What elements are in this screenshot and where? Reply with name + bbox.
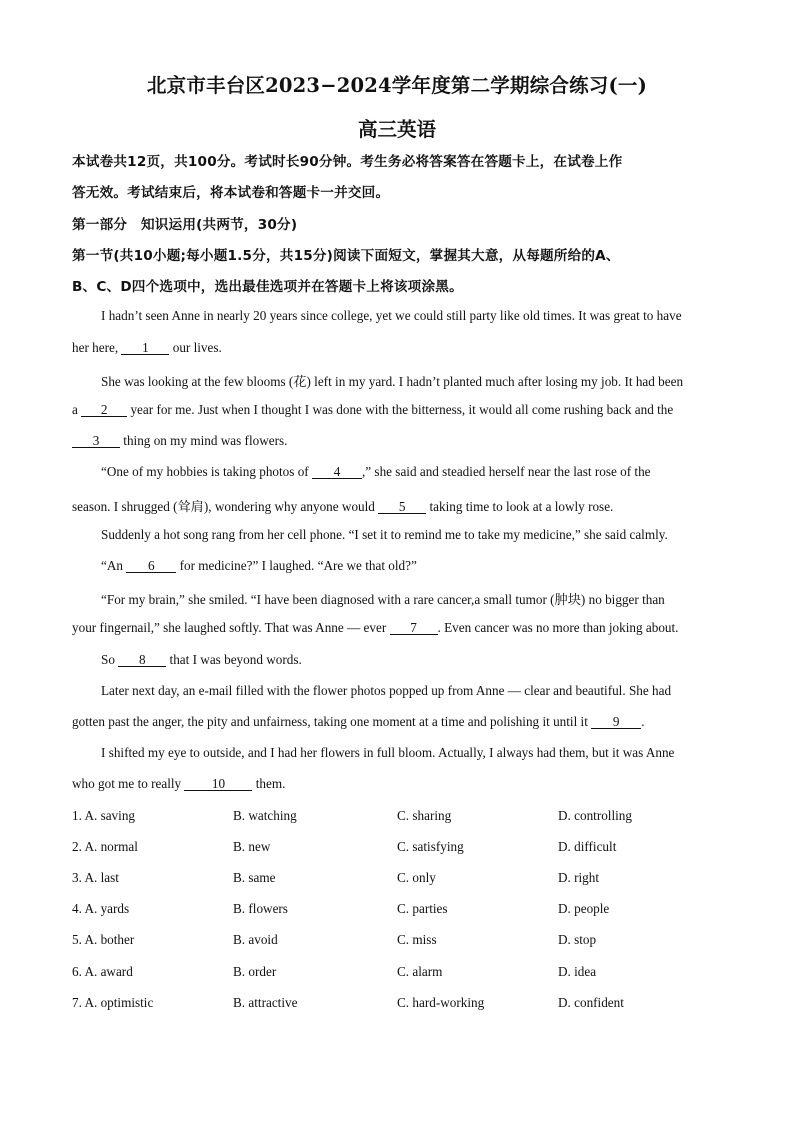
passage-line xyxy=(101,652,302,668)
exam-title: 北京市丰台区2023−2024学年度第二学期综合练习(一) xyxy=(146,74,648,97)
passage-line xyxy=(72,714,644,730)
passage-text: her here, xyxy=(72,340,122,355)
part1-heading: 第一部分 知识运用(共两节，30分) xyxy=(72,217,298,233)
passage-line: Later next day, an e-mail filled with the flower photos popped up from Anne — clear and beautiful. She had xyxy=(101,683,672,698)
passage-text: . Even cancer was no more than joking about. xyxy=(437,620,679,635)
option-d: D. difficult xyxy=(558,839,617,854)
passage-text: our lives. xyxy=(169,340,222,355)
blank-5: 5 xyxy=(378,500,426,514)
option-a: 6. A. award xyxy=(72,964,133,979)
option-d: D. confident xyxy=(558,995,624,1010)
passage-text: them. xyxy=(252,776,286,791)
blank-6: 6 xyxy=(126,559,176,573)
option-c: C. alarm xyxy=(397,964,443,979)
blank-7: 7 xyxy=(390,621,438,635)
option-b: B. attractive xyxy=(233,995,298,1010)
passage-line xyxy=(72,620,678,636)
passage-text: who got me to really xyxy=(72,776,185,791)
passage-text: taking time to look at a lowly rose. xyxy=(426,499,614,514)
option-a: 7. A. optimistic xyxy=(72,995,154,1010)
option-a: 4. A. yards xyxy=(72,901,130,916)
section1-line-1: 第一节(共10小题;每小题1.5分，共15分)阅读下面短文，掌握其大意，从每题所给的A、 xyxy=(72,248,620,264)
blank-10: 10 xyxy=(184,777,252,791)
passage-line: She was looking at the few blooms (花) left in my yard. I hadn’t planted much after losing my job. It had been xyxy=(101,374,684,389)
passage-text: thing on my mind was flowers. xyxy=(120,433,288,448)
passage-text: a xyxy=(72,402,82,417)
blank-1: 1 xyxy=(121,341,169,355)
passage-text: “An xyxy=(101,558,127,573)
passage-text: your fingernail,” she laughed softly. That was Anne — ever xyxy=(72,620,390,635)
option-d: D. right xyxy=(558,870,600,885)
section1-line-2: B、C、D四个选项中，选出最佳选项并在答题卡上将该项涂黑。 xyxy=(72,279,463,295)
option-b: B. avoid xyxy=(233,932,278,947)
option-c: C. only xyxy=(397,870,436,885)
blank-9: 9 xyxy=(591,715,641,729)
passage-line: Suddenly a hot song rang from her cell phone. “I set it to remind me to take my medicine,” she said calmly. xyxy=(101,527,668,542)
instructions-line-2: 答无效。考试结束后，将本试卷和答题卡一并交回。 xyxy=(72,185,390,201)
option-c: C. satisfying xyxy=(397,839,464,854)
option-c: C. sharing xyxy=(397,808,452,823)
passage-line xyxy=(72,402,673,418)
option-b: B. order xyxy=(233,964,277,979)
passage-text: that I was beyond words. xyxy=(166,652,302,667)
blank-8: 8 xyxy=(118,653,166,667)
option-a: 5. A. bother xyxy=(72,932,135,947)
option-a: 3. A. last xyxy=(72,870,119,885)
passage-line xyxy=(72,340,222,356)
passage-text: So xyxy=(101,652,119,667)
blank-4: 4 xyxy=(312,465,362,479)
option-c: C. parties xyxy=(397,901,448,916)
option-d: D. people xyxy=(558,901,610,916)
option-d: D. stop xyxy=(558,932,597,947)
passage-text: . xyxy=(641,714,645,729)
passage-text: “One of my hobbies is taking photos of xyxy=(101,464,312,479)
passage-line xyxy=(101,558,417,574)
passage-line: I shifted my eye to outside, and I had her flowers in full bloom. Actually, I always had them, but it was Anne xyxy=(101,745,675,760)
passage-line xyxy=(72,496,613,515)
exam-subtitle: 高三英语 xyxy=(357,118,436,141)
option-a: 2. A. normal xyxy=(72,839,138,854)
option-b: B. same xyxy=(233,870,276,885)
passage-text: season. I shrugged (耸肩), wondering why anyone would xyxy=(72,499,379,514)
option-d: D. idea xyxy=(558,964,597,979)
passage-line xyxy=(72,776,285,792)
passage-text: year for me. Just when I thought I was done with the bitterness, it would all come rushing back and the xyxy=(127,402,674,417)
option-a: 1. A. saving xyxy=(72,808,136,823)
instructions-line-1: 本试卷共12页，共100分。考试时长90分钟。考生务必将答案答在答题卡上，在试卷上作 xyxy=(72,154,623,170)
option-b: B. new xyxy=(233,839,271,854)
passage-line xyxy=(72,433,287,449)
passage-line: I hadn’t seen Anne in nearly 20 years since college, yet we could still party like old times. It was great to have xyxy=(101,308,682,323)
option-b: B. flowers xyxy=(233,901,288,916)
passage-text: for medicine?” I laughed. “Are we that old?” xyxy=(176,558,417,573)
passage-line: “For my brain,” she smiled. “I have been diagnosed with a rare cancer,a small tumor (肿块) no bigger than xyxy=(101,592,665,607)
passage-text: ,” she said and steadied herself near the last rose of the xyxy=(361,464,651,479)
blank-2: 2 xyxy=(81,403,127,417)
option-b: B. watching xyxy=(233,808,297,823)
option-c: C. miss xyxy=(397,932,437,947)
option-c: C. hard-working xyxy=(397,995,485,1010)
option-d: D. controlling xyxy=(558,808,632,823)
passage-text: gotten past the anger, the pity and unfairness, taking one moment at a time and polishing it until it xyxy=(72,714,592,729)
blank-3: 3 xyxy=(72,434,120,448)
passage-line xyxy=(101,464,651,480)
